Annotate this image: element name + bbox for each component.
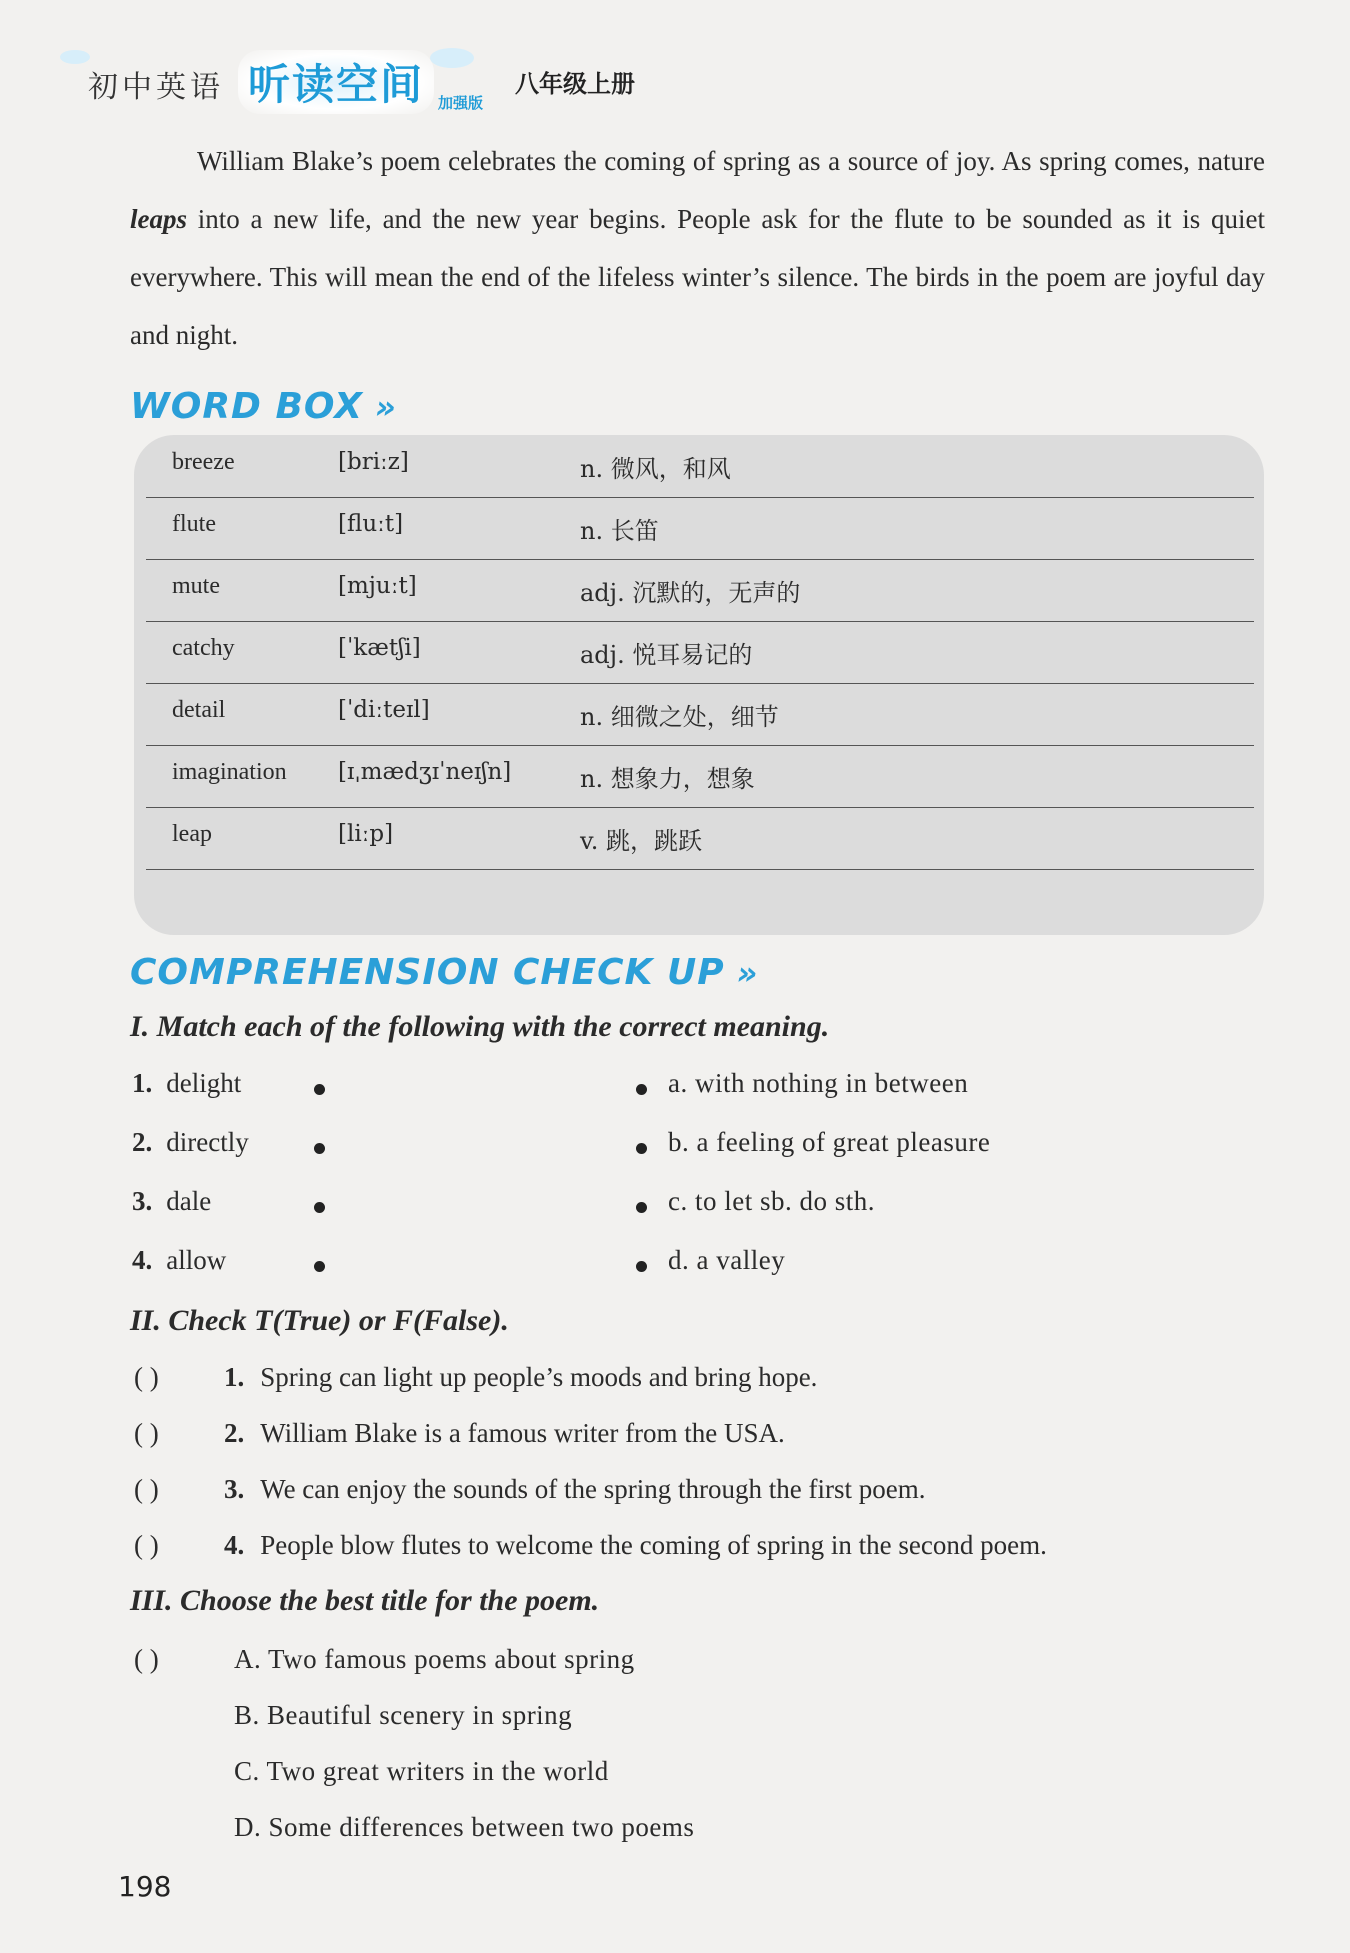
word-box-heading-text: WORD BOX: [130, 386, 363, 427]
vocab-meaning: v. 跳，跳跃: [580, 827, 702, 855]
comprehension-heading-text: COMPREHENSION CHECK UP: [130, 952, 725, 993]
vocab-row: [146, 621, 1254, 684]
tf-question: [134, 1362, 817, 1393]
match-dot-left[interactable]: [314, 1261, 325, 1272]
answer-blank[interactable]: ( ): [134, 1418, 159, 1448]
match-word: dale: [166, 1186, 212, 1216]
item-number: 4.: [132, 1245, 153, 1275]
passage-text-2: into a new life, and the new year begins. People ask for the flute to be sounded as it is quiet everywhere. This will mean the end of the lifeless winter’s silence. The birds in the poem are joyful day and night.: [130, 204, 1265, 350]
match-dot-left[interactable]: [314, 1084, 325, 1095]
item-number: 1.: [224, 1362, 245, 1392]
vocab-word: detail: [172, 697, 226, 723]
choice-option: C. Two great writers in the world: [234, 1756, 609, 1786]
part2-instruction: II. Check T(True) or F(False).: [130, 1304, 509, 1337]
choice-option: B. Beautiful scenery in spring: [234, 1700, 573, 1730]
item-number: 3.: [224, 1474, 245, 1504]
vocab-phonetic: [fluːt]: [338, 511, 404, 537]
vocab-row: [146, 435, 1254, 498]
tf-statement: William Blake is a famous writer from the USA.: [260, 1418, 785, 1448]
vocab-phonetic: [ɪˌmædʒɪˈneɪʃn]: [338, 759, 512, 785]
match-dot-right[interactable]: [636, 1084, 647, 1095]
match-dot-right[interactable]: [636, 1261, 647, 1272]
vocab-word: imagination: [172, 759, 287, 785]
answer-blank[interactable]: ( ): [134, 1362, 159, 1392]
vocab-phonetic: [ˈdiːteɪl]: [338, 697, 430, 723]
page-header: [60, 48, 1160, 118]
part3-instruction: III. Choose the best title for the poem.: [130, 1584, 600, 1617]
comprehension-heading: [130, 952, 758, 993]
vocab-word: catchy: [172, 635, 235, 661]
match-meaning: b. a feeling of great pleasure: [668, 1127, 991, 1157]
vocab-phonetic: [briːz]: [338, 449, 409, 475]
page-number: 198: [118, 1870, 172, 1903]
double-chevron-icon: »: [374, 388, 397, 426]
vocab-meaning: n. 微风，和风: [580, 455, 731, 483]
vocab-meaning: adj. 沉默的，无声的: [580, 579, 801, 607]
vocab-row: [146, 683, 1254, 746]
vocab-meaning: n. 想象力，想象: [580, 765, 755, 793]
tf-question: [134, 1530, 1047, 1561]
match-meaning: d. a valley: [668, 1245, 786, 1275]
cloud-decoration: [60, 50, 90, 64]
cloud-decoration: [430, 48, 474, 68]
passage-text-1: William Blake’s poem celebrates the coming of spring as a source of joy. As spring comes, nature: [197, 146, 1265, 176]
passage-emphasis-leaps: leaps: [130, 204, 187, 234]
tf-question: [134, 1418, 785, 1449]
item-number: 2.: [132, 1127, 153, 1157]
tf-statement: We can enjoy the sounds of the spring through the first poem.: [260, 1474, 926, 1504]
series-title-logo: 听读空间: [238, 50, 434, 114]
item-number: 1.: [132, 1068, 153, 1098]
vocab-row: [146, 497, 1254, 560]
choice-option: A. Two famous poems about spring: [234, 1644, 635, 1674]
series-name: 初中英语: [88, 70, 224, 105]
vocab-word: mute: [172, 573, 220, 599]
vocab-meaning: adj. 悦耳易记的: [580, 641, 753, 669]
vocab-phonetic: [ˈkætʃi]: [338, 635, 421, 661]
word-box: [134, 435, 1264, 935]
vocab-meaning: n. 长笛: [580, 517, 659, 545]
grade-label: 八年级上册: [515, 70, 635, 98]
vocab-phonetic: [liːp]: [338, 821, 394, 847]
match-word: directly: [166, 1127, 249, 1157]
double-chevron-icon: »: [736, 954, 759, 992]
match-left-item: [132, 1127, 249, 1158]
vocab-word: leap: [172, 821, 212, 847]
vocab-row: [146, 807, 1254, 870]
match-left-item: [132, 1245, 226, 1276]
tf-statement: Spring can light up people’s moods and bring hope.: [260, 1362, 818, 1392]
match-dot-right[interactable]: [636, 1202, 647, 1213]
match-word: delight: [166, 1068, 242, 1098]
edition-badge: 加强版: [438, 94, 484, 112]
choice-answer: [134, 1644, 234, 1675]
item-number: 2.: [224, 1418, 245, 1448]
item-number: 3.: [132, 1186, 153, 1216]
vocab-phonetic: [mjuːt]: [338, 573, 417, 599]
vocab-word: flute: [172, 511, 216, 537]
match-dot-left[interactable]: [314, 1143, 325, 1154]
answer-blank[interactable]: ( ): [134, 1474, 159, 1504]
vocab-meaning: n. 细微之处，细节: [580, 703, 779, 731]
part1-instruction: I. Match each of the following with the correct meaning.: [130, 1010, 830, 1043]
vocab-word: breeze: [172, 449, 235, 475]
tf-question: [134, 1474, 925, 1505]
match-word: allow: [166, 1245, 227, 1275]
match-meaning: c. to let sb. do sth.: [668, 1186, 875, 1216]
match-left-item: [132, 1068, 241, 1099]
vocab-row: [146, 559, 1254, 622]
match-left-item: [132, 1186, 211, 1217]
answer-blank[interactable]: ( ): [134, 1644, 159, 1674]
vocab-row: [146, 745, 1254, 808]
answer-blank[interactable]: ( ): [134, 1530, 159, 1560]
passage: [130, 132, 1265, 364]
passage-paragraph: [130, 132, 1265, 364]
tf-statement: People blow flutes to welcome the coming of spring in the second poem.: [260, 1530, 1047, 1560]
item-number: 4.: [224, 1530, 245, 1560]
word-box-heading: [130, 386, 397, 427]
match-meaning: a. with nothing in between: [668, 1068, 969, 1098]
match-dot-right[interactable]: [636, 1143, 647, 1154]
match-dot-left[interactable]: [314, 1202, 325, 1213]
choice-option: D. Some differences between two poems: [234, 1812, 695, 1842]
